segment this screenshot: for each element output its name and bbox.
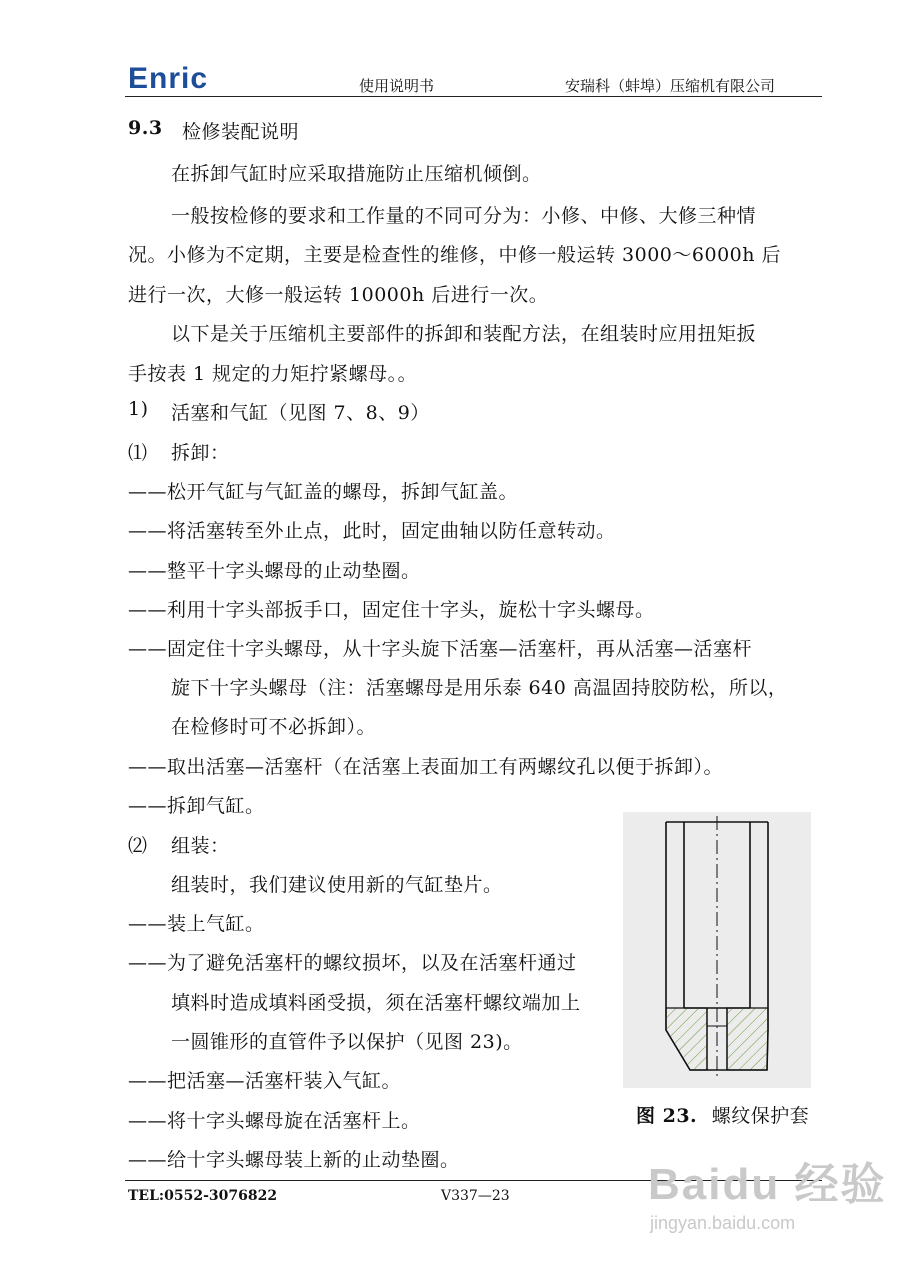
- section-number: 9.3: [128, 117, 163, 139]
- section-title: 检修装配说明: [182, 121, 300, 143]
- thread-protector-diagram: [623, 812, 811, 1088]
- assembly-step: ——将十字头螺母旋在活塞杆上。: [128, 1110, 421, 1132]
- figure-caption: 螺纹保护套: [711, 1105, 810, 1127]
- disassembly-step: ——固定住十字头螺母，从十字头旋下活塞—活塞杆，再从活塞—活塞杆: [128, 638, 753, 660]
- footer-page-number: V337—23: [441, 1188, 510, 1204]
- paragraph-line: 手按表 1 规定的力矩拧紧螺母。。: [128, 363, 418, 385]
- document-title: 使用说明书: [359, 77, 435, 95]
- assembly-title: 组装：: [171, 835, 230, 857]
- disassembly-step: ——松开气缸与气缸盖的螺母，拆卸气缸盖。: [128, 481, 519, 503]
- assembly-intro: 组装时，我们建议使用新的气缸垫片。: [171, 874, 503, 896]
- disassembly-step: ——将活塞转至外止点，此时，固定曲轴以防任意转动。: [128, 520, 616, 542]
- assembly-marker: ⑵: [128, 835, 148, 857]
- disassembly-marker: ⑴: [128, 442, 148, 464]
- assembly-step-continued: 一圆锥形的直管件予以保护（见图 23)。: [171, 1031, 523, 1053]
- disassembly-step-continued: 旋下十字头螺母（注：活塞螺母是用乐泰 640 高温固持胶防松，所以，: [171, 677, 788, 699]
- paragraph-line: 况。小修为不定期，主要是检查性的维修，中修一般运转 3000～6000h 后: [128, 244, 782, 266]
- subsection-title: 活塞和气缸（见图 7、8、9）: [171, 402, 430, 424]
- disassembly-step-continued: 在检修时可不必拆卸）。: [171, 716, 377, 738]
- baidu-watermark: Baidu 经验: [648, 1160, 887, 1209]
- disassembly-step: ——整平十字头螺母的止动垫圈。: [128, 560, 421, 582]
- figure-number: [636, 1101, 809, 1128]
- assembly-step-continued: 填料时造成填料函受损，须在活塞杆螺纹端加上: [171, 992, 581, 1014]
- disassembly-step: ——利用十字头部扳手口，固定住十字头，旋松十字头螺母。: [128, 599, 655, 621]
- disassembly-step: ——拆卸气缸。: [128, 795, 265, 817]
- assembly-step: ——装上气缸。: [128, 913, 265, 935]
- paragraph-line: 在拆卸气缸时应采取措施防止压缩机倾倒。: [171, 163, 542, 185]
- header-rule: [125, 96, 822, 97]
- disassembly-title: 拆卸：: [171, 442, 230, 464]
- baidu-watermark-url: jingyan.baidu.com: [650, 1213, 796, 1233]
- paragraph-line: 以下是关于压缩机主要部件的拆卸和装配方法，在组装时应用扭矩扳: [171, 323, 757, 345]
- footer-telephone: TEL:0552-3076822: [128, 1188, 278, 1204]
- subsection-number: 1): [128, 398, 149, 420]
- assembly-step: ——给十字头螺母装上新的止动垫圈。: [128, 1149, 460, 1171]
- paragraph-line: 一般按检修的要求和工作量的不同可分为：小修、中修、大修三种情: [171, 205, 757, 227]
- paragraph-line: 进行一次，大修一般运转 10000h 后进行一次。: [128, 284, 549, 306]
- figure-23-drawing: [623, 812, 811, 1088]
- figure-number-text: 图 23.: [636, 1105, 698, 1127]
- disassembly-step: ——取出活塞—活塞杆（在活塞上表面加工有两螺纹孔以便于拆卸）。: [128, 756, 724, 778]
- assembly-step: ——为了避免活塞杆的螺纹损坏，以及在活塞杆通过: [128, 952, 577, 974]
- company-logo: Enric: [128, 62, 209, 95]
- assembly-step: ——把活塞—活塞杆装入气缸。: [128, 1070, 402, 1092]
- company-name: 安瑞科（蚌埠）压缩机有限公司: [565, 77, 776, 95]
